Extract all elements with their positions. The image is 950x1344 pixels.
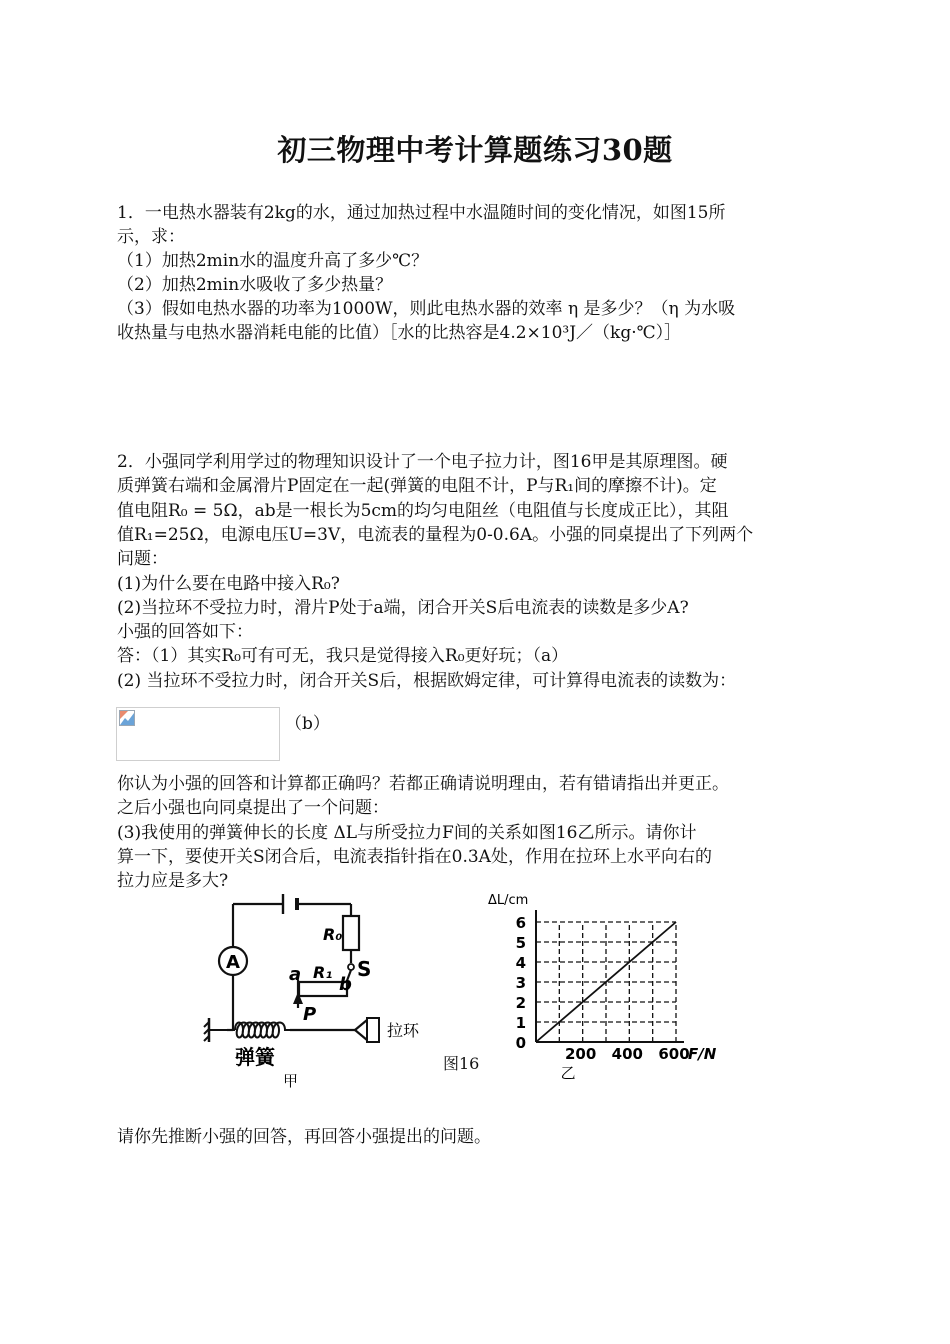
q1-line: 示，求： [117, 227, 185, 247]
q2-line: 质弹簧右端和金属滑片P固定在一起(弹簧的电阻不计，P与R₁间的摩擦不计)。定 [117, 476, 717, 497]
battery-icon [283, 894, 297, 914]
q2-line: 小强的回答如下： [117, 622, 253, 643]
q1-line: （3）假如电热水器的功率为1000W，则此电热水器的效率 η 是多少？（η 为水吸 [117, 299, 736, 319]
q2-line: (2)当拉环不受拉力时，滑片P处于a端，闭合开关S后电流表的读数是多少A? [117, 597, 689, 618]
spring-icon [204, 1018, 290, 1042]
graph-sublabel: 乙 [560, 1064, 576, 1082]
ammeter-icon [219, 947, 247, 975]
p-label: P [303, 1004, 317, 1025]
r1-label: R₁ [313, 963, 333, 982]
switch-label: S [357, 957, 372, 981]
circuit-diagram [195, 888, 450, 1093]
q2-line: (1)为什么要在电路中接入R₀? [117, 573, 340, 594]
label-b: （b） [285, 714, 330, 734]
q2-cont-line: (3)我使用的弹簧伸长的长度 ΔL与所受拉力F间的关系如图16乙所示。请你计 [117, 822, 697, 843]
figure-caption: 图16 [443, 1054, 480, 1073]
pull-ring-icon [367, 1018, 420, 1042]
y-tick-label: 4 [515, 954, 526, 972]
q2-cont-line: 你认为小强的回答和计算都正确吗？若都正确请说明理由，若有错请指出并更正。 [117, 774, 729, 794]
x-tick-label: 200 [565, 1045, 597, 1063]
ammeter-label: A [226, 952, 240, 973]
closing-line: 请你先推断小强的回答，再回答小强提出的问题。 [117, 1127, 491, 1147]
y-tick-label: 1 [515, 1014, 526, 1032]
y-tick-label: 0 [515, 1034, 526, 1052]
q1-line: （1）加热2min水的温度升高了多少℃？ [117, 251, 429, 271]
r0-label: R₀ [323, 925, 343, 944]
x-tick-label: 600 [658, 1045, 690, 1063]
a-label: a [289, 964, 302, 985]
q2-line: 2．小强同学利用学过的物理知识设计了一个电子拉力计，图16甲是其原理图。硬 [117, 452, 728, 472]
y-tick-label: 5 [515, 934, 526, 952]
b-label: b [339, 974, 352, 995]
y-axis-label: ΔL/cm [488, 893, 529, 908]
q2-line: 值R₁=25Ω，电源电压U=3V，电流表的量程为0-0.6A。小强的同桌提出了下列两个 [117, 524, 754, 545]
resistor-r0 [323, 916, 359, 950]
q1-line: 1．一电热水器装有2kg的水，通过加热过程中水温随时间的变化情况，如图15所 [117, 203, 726, 223]
ring-label: 拉环 [387, 1021, 420, 1040]
broken-image-icon [119, 710, 135, 726]
y-tick-label: 2 [515, 994, 526, 1012]
q1-line: （2）加热2min水吸收了多少热量？ [117, 275, 393, 295]
q2-line: 值电阻R₀ = 5Ω，ab是一根长为5cm的均匀电阻丝（电阻值与长度成正比），其阻 [117, 500, 729, 521]
y-tick-label: 6 [515, 914, 526, 932]
q2-line: 问题： [117, 549, 168, 570]
page-title: 初三物理中考计算题练习30题 [277, 133, 673, 167]
spring-label: 弹簧 [235, 1045, 275, 1069]
graph-chart [478, 892, 726, 1088]
q2-cont-line: 算一下，要使开关S闭合后，电流表指针指在0.3A处，作用在拉环上水平向右的 [117, 846, 712, 867]
x-tick-label: 400 [611, 1045, 643, 1063]
formula-image-placeholder [116, 707, 280, 761]
q2-line: (2) 当拉环不受拉力时，闭合开关S后，根据欧姆定律，可计算得电流表的读数为： [117, 670, 737, 691]
x-axis-label: F/N [688, 1045, 717, 1063]
circuit-sublabel: 甲 [283, 1072, 299, 1090]
q1-line: 收热量与电热水器消耗电能的比值）［水的比热容是4.2×10³J／（kg·℃）］ [117, 323, 682, 343]
resistor-r1 [289, 963, 352, 996]
q2-cont-line: 拉力应是多大? [117, 871, 229, 892]
q2-cont-line: 之后小强也向同桌提出了一个问题： [117, 798, 389, 819]
y-tick-label: 3 [515, 974, 526, 992]
q2-line: 答：（1）其实R₀可有可无，我只是觉得接入R₀更好玩；（a） [117, 646, 569, 667]
